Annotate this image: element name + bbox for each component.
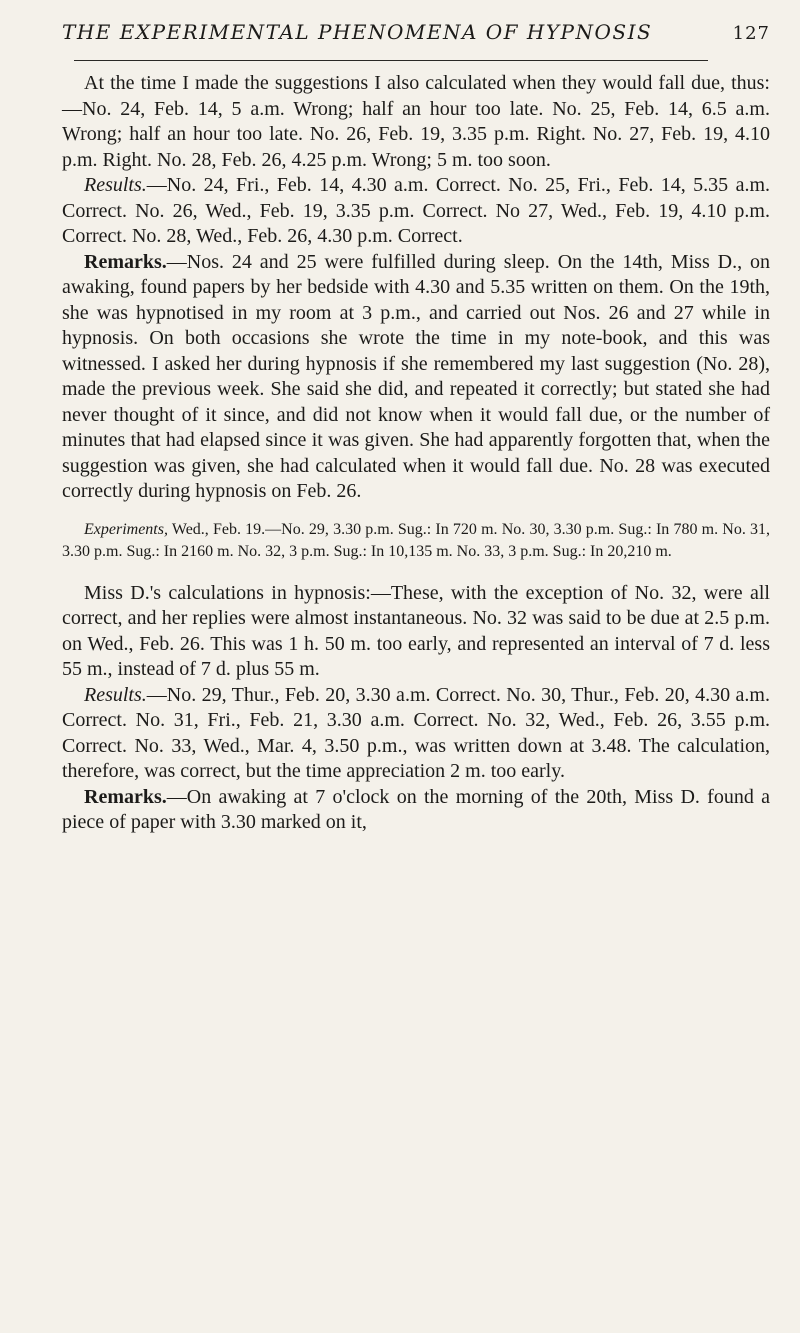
- paragraph-text: —No. 29, Thur., Feb. 20, 3.30 a.m. Correct. No. 30, Thur., Feb. 20, 4.30 a.m. Correct. No. 31, Fri., Feb. 21, 3.30 a.m. Correct. No. 32, Wed., Feb. 26, 3.55 p.m. Correct. No. 33, Wed., Mar. 4, 3.50 p.m., was written down at 3.48. The calculation, therefore, was correct, but the time appreciation 2 m. too early.: [62, 683, 770, 782]
- paragraph-calculations: [62, 71, 770, 173]
- paragraph-results-2: [62, 683, 770, 785]
- results-label: Results.: [84, 174, 147, 196]
- experiments-label: Experiments,: [84, 520, 168, 538]
- remarks-label: Remarks.: [84, 250, 167, 273]
- paragraph-calculations-hypnosis: [62, 581, 770, 683]
- paragraph-results-1: [62, 173, 770, 250]
- paragraph-text: —On awaking at 7 o'clock on the morning of the 20th, Miss D. found a piece of paper with 3.30 marked on it,: [62, 785, 770, 833]
- page-number: 127: [732, 23, 770, 44]
- experiments-paragraph: [62, 519, 770, 563]
- paragraph-remarks-1: [62, 250, 770, 505]
- paragraph-remarks-2: [62, 785, 770, 836]
- remarks-label: Remarks.: [84, 785, 167, 808]
- running-title: THE EXPERIMENTAL PHENOMENA OF HYPNOSIS: [62, 20, 653, 44]
- experiments-text: Wed., Feb. 19.—No. 29, 3.30 p.m. Sug.: In 720 m. No. 30, 3.30 p.m. Sug.: In 780 m. No. 31, 3.30 p.m. Sug.: In 2160 m. No. 32, 3 p.m. Sug.: In 10,135 m. No. 33, 3 p.m. Sug.: In 20,210 m.: [62, 520, 770, 560]
- paragraph-text: —No. 24, Fri., Feb. 14, 4.30 a.m. Correct. No. 25, Fri., Feb. 14, 5.35 a.m. Correct. No. 26, Wed., Feb. 19, 3.35 p.m. Correct. No 27, Wed., Feb. 19, 4.10 p.m. Correct. No. 28, Wed., Feb. 26, 4.30 p.m. Correct.: [62, 174, 770, 247]
- paragraph-text: —Nos. 24 and 25 were fulfilled during sleep. On the 14th, Miss D., on awaking, found papers by her bedside with 4.30 and 5.35 written on them. On the 19th, she was hypnotised in my room at 3 p.m., and carried out Nos. 26 and 27 while in hypnosis. On both occasions she wrote the time in my note-book, and this was witnessed. I asked her during hypnosis if she remembered my last suggestion (No. 28), made the previous week. She said she did, and repeated it correctly; but stated she had never thought of it since, and did not know when it would fall due, or the number of minutes that had elapsed since it was given. She had apparently forgotten that, when the suggestion was given, she had calculated when it would fall due. No. 28 was executed correctly during hypnosis on Feb. 26.: [62, 250, 770, 502]
- running-head: [62, 20, 770, 44]
- paragraph-text: At the time I made the suggestions I also calculated when they would fall due, thus:—No. 24, Feb. 14, 5 a.m. Wrong; half an hour too late. No. 25, Feb. 14, 6.5 a.m. Wrong; half an hour too late. No. 26, Feb. 19, 3.35 p.m. Right. No. 27, Feb. 19, 4.10 p.m. Right. No. 28, Feb. 26, 4.25 p.m. Wrong; 5 m. too soon.: [62, 72, 770, 171]
- results-label: Results.: [84, 683, 147, 706]
- body-text-upper: [62, 71, 770, 505]
- paragraph-text: Miss D.'s calculations in hypnosis:—These, with the exception of No. 32, were all correct, and her replies were almost instantaneous. No. 32 was said to be due at 2.5 p.m. on Wed., Feb. 26. This was 1 h. 50 m. too early, and represented an interval of 7 d. less 55 m., instead of 7 d. plus 55 m.: [62, 581, 770, 680]
- header-rule: [74, 60, 708, 61]
- body-text-lower: [62, 581, 770, 836]
- experiments-block: [62, 519, 770, 563]
